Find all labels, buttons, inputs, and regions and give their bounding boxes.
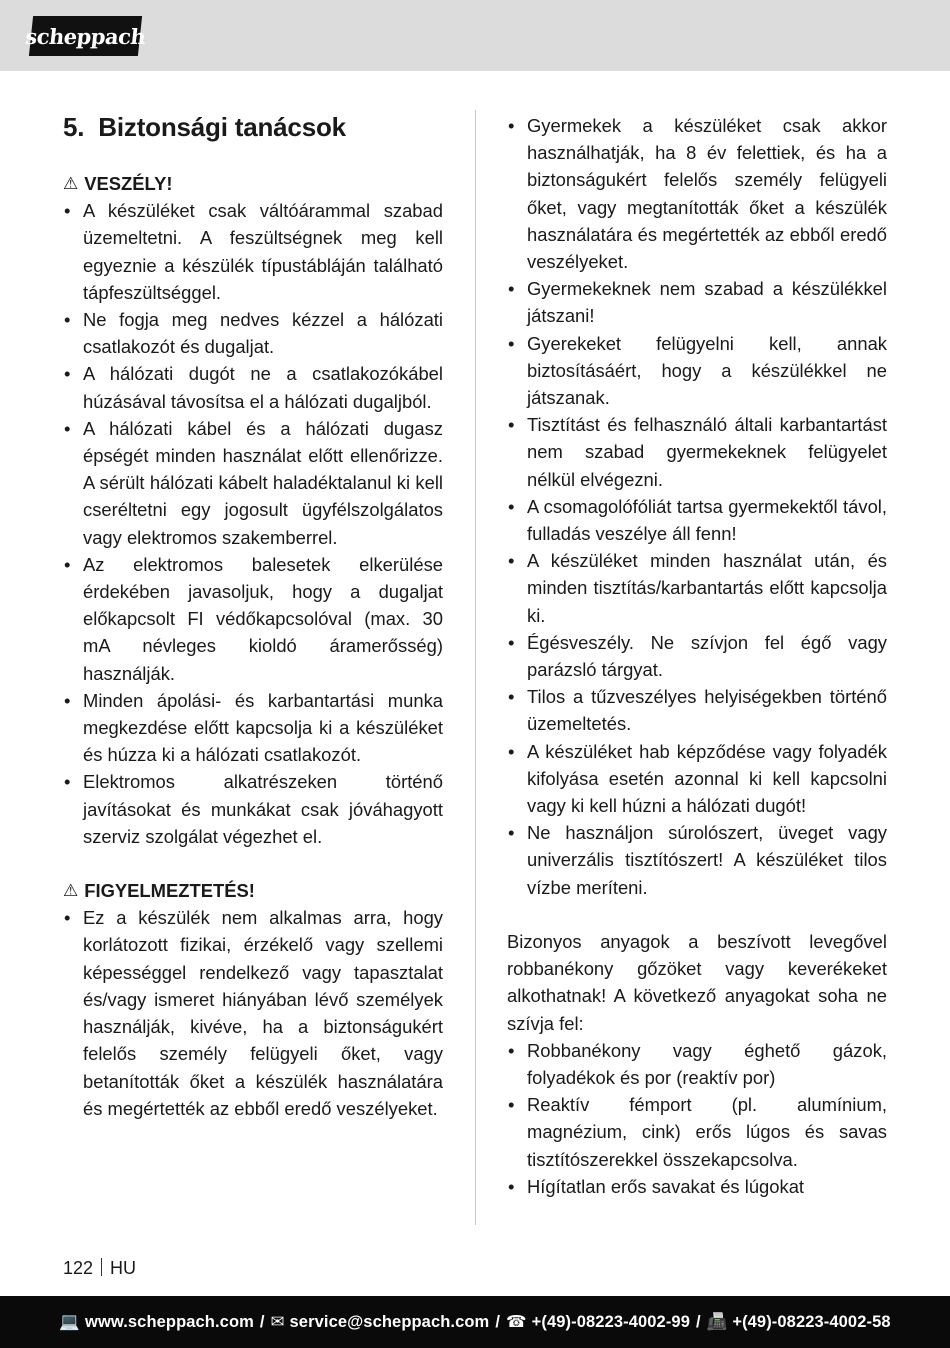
list-item: • Ne használjon súrolószert, üveget vagy univerzális tisztítószert! A készüléket tilos vízbe meríteni. — [507, 819, 887, 901]
list-item: • Elektromos alkatrészeken történő javításokat és munkákat csak jóváhagyott szerviz szolgálat végezhet el. — [63, 768, 443, 850]
section-number: 5. — [63, 112, 85, 142]
list-item: • A készüléket minden használat után, és minden tisztítás/karbantartás előtt kapcsolja ki. — [507, 547, 887, 629]
list-item: • A készüléket hab képződése vagy folyadék kifolyása esetén azonnal ki kell kapcsolni vagy ki kell húzni a hálózati dugót! — [507, 738, 887, 820]
email-link[interactable]: service@scheppach.com — [289, 1312, 490, 1331]
list-item: • A hálózati kábel és a hálózati dugasz épségét minden használat előtt ellenőrizze. A sérült hálózati kábelt haladéktalanul ki kell cseréltetni egy jogosult ügyfélszolgálatos vagy elektromos szakemberrel. — [63, 415, 443, 551]
fax-icon: 📠 — [706, 1312, 728, 1331]
warning-triangle-icon: ⚠ — [63, 881, 79, 901]
brand-logo: scheppach — [29, 16, 142, 56]
computer-icon: 💻 — [59, 1312, 81, 1331]
section-title — [63, 112, 443, 142]
child-safety-list — [507, 112, 887, 901]
list-item: • Robbanékony vagy éghető gázok, folyadékok és por (reaktív por) — [507, 1037, 887, 1091]
list-item: • Az elektromos balesetek elkerülése érdekében javasoljuk, hogy a dugaljat előkapcsolt FI védőkapcsolóval (max. 30 mA névleges kioldó áramerősség) használják. — [63, 551, 443, 687]
section-title-text: Biztonsági tanácsok — [98, 112, 346, 142]
page-number: 122 HU — [63, 1258, 137, 1278]
list-item: • Gyermekeknek nem szabad a készülékkel játszani! — [507, 275, 887, 329]
list-item: • Gyermekek a készüléket csak akkor használhatják, ha 8 év felettiek, és ha a biztonságukért felelős személy felügyeli őket, vagy megtanították őket a készülék használatára és megértették az ebből eredő veszélyeket. — [507, 112, 887, 275]
list-item: • Ne fogja meg nedves kézzel a hálózati csatlakozót és dugaljat. — [63, 306, 443, 360]
list-item: • Tisztítást és felhasználó általi karbantartást nem szabad gyermekeknek felügyelet nélkül elvégezni. — [507, 411, 887, 493]
phone-icon: ☎ — [506, 1313, 527, 1331]
list-item: • A készüléket csak váltóárammal szabad üzemeltetni. A feszültségnek meg kell egyeznie a készülék típustábláján található tápfeszültséggel. — [63, 197, 443, 306]
list-item: • Hígítatlan erős savakat és lúgokat — [507, 1173, 887, 1200]
left-column — [63, 112, 443, 1122]
list-item: • Tilos a tűzveszélyes helyiségekben történő üzemeltetés. — [507, 683, 887, 737]
warning-heading: ⚠ FIGYELMEZTETÉS! — [63, 877, 443, 904]
fax-number: +(49)-08223-4002-58 — [732, 1312, 891, 1331]
danger-list — [63, 197, 443, 850]
list-item: • A csomagolófóliát tartsa gyermekektől távol, fulladás veszélye áll fenn! — [507, 493, 887, 547]
list-item: • Ez a készülék nem alkalmas arra, hogy korlátozott fizikai, érzékelő vagy szellemi képességgel rendelkező vagy tapasztalat és/vagy ismeret hiányában lévő személyek használják, kivéve, ha a biztonságukért felelős személy felügyeli őket, vagy betanították őket a készülék használatára és megértették az ebből eredő veszélyeket. — [63, 904, 443, 1122]
language-code: HU — [110, 1258, 137, 1278]
footer-contact-bar: 💻 www.scheppach.com / ✉ service@scheppach.com / ☎ +(49)-08223-4002-99 / 📠 +(49)-08223-4002-58 — [0, 1296, 950, 1348]
list-item: • Gyerekeket felügyelni kell, annak biztosításáért, hogy a készülékkel ne játszanak. — [507, 330, 887, 412]
danger-heading: ⚠ VESZÉLY! — [63, 170, 443, 197]
warning-list — [63, 904, 443, 1122]
mail-icon: ✉ — [270, 1313, 285, 1331]
substances-paragraph: Bizonyos anyagok a beszívott levegővel robbanékony gőzöket vagy keverékeket alkothatnak! A következő anyagokat soha ne szívja fel: — [507, 930, 887, 1034]
column-divider — [475, 110, 476, 1225]
right-column — [507, 112, 887, 1200]
list-item: • A hálózati dugót ne a csatlakozókábel húzásával távosítsa el a hálózati dugaljból. — [63, 360, 443, 414]
header-band — [0, 0, 950, 71]
phone-number: +(49)-08223-4002-99 — [531, 1312, 690, 1331]
list-item: • Minden ápolási- és karbantartási munka megkezdése előtt kapcsolja ki a készüléket és húzza ki a hálózati csatlakozót. — [63, 687, 443, 769]
list-item: • Reaktív fémport (pl. alumínium, magnézium, cink) erős lúgos és savas tisztítószerekkel összekapcsolva. — [507, 1091, 887, 1173]
website-link[interactable]: www.scheppach.com — [85, 1312, 254, 1331]
warning-triangle-icon: ⚠ — [63, 174, 79, 193]
substances-list — [507, 1037, 887, 1200]
list-item: • Égésveszély. Ne szívjon fel égő vagy parázsló tárgyat. — [507, 629, 887, 683]
